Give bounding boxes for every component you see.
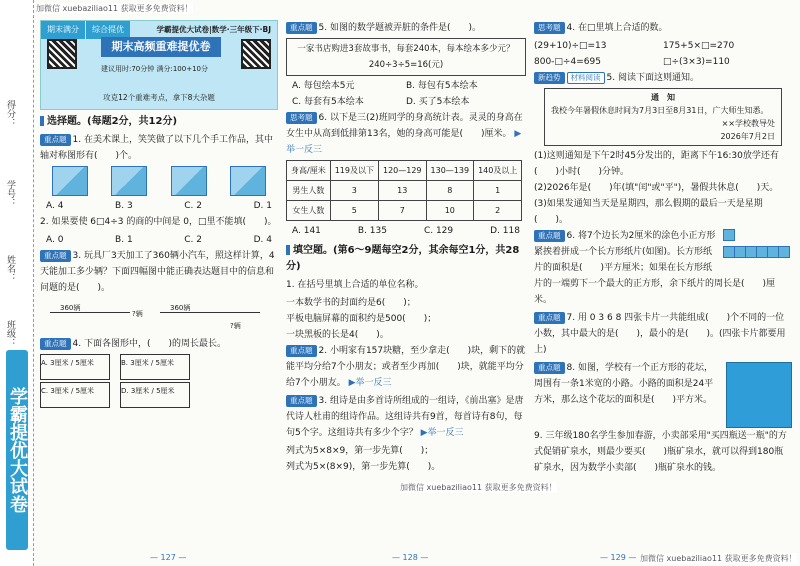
question-text: 5. 如图的数学题被弄脏的条件是( )。: [318, 23, 481, 33]
fill-1-line: 平板电脑屏幕的面积约是500( )；: [286, 314, 437, 324]
exam-tagline: 攻克12个重难考点，拿下8大杂题: [103, 93, 215, 102]
options: [286, 223, 526, 239]
problem-calc: 240÷3÷5=16(元): [368, 60, 444, 70]
column-middle: [286, 20, 526, 475]
qr-code-icon: [47, 39, 77, 69]
figure: D. 3厘米 / 5厘米: [120, 382, 190, 408]
notice-title: 通 知: [651, 93, 675, 102]
diagram-label: ?辆: [230, 322, 241, 330]
key-tag: 思考题: [534, 22, 565, 34]
options: [286, 78, 526, 110]
notice-date: 2026年7月2日: [720, 132, 775, 141]
equations: [534, 38, 792, 70]
key-tag: 重点题: [534, 312, 565, 324]
page-number: — 129 —: [600, 553, 637, 562]
watermark-top: 加微信 xuebaziliao11 获取更多免费资料！: [36, 4, 193, 13]
material-tag: 材料阅读: [567, 72, 605, 84]
fill-5: [534, 70, 792, 86]
page-number: — 127 —: [150, 553, 187, 562]
fill-6: [534, 228, 792, 308]
question-text: 6. 将7个边长为2厘米的涂色小正方形紧挨着拼成一个长方形纸片(如图)。长方形纸片的面积是( )平方厘米；如果在长方形纸片的一端剪下一个最大的正方形，余下纸片的周长是( )厘米。: [534, 231, 776, 305]
key-tag: 重点题: [40, 338, 71, 350]
option: C. 2: [184, 201, 202, 211]
fill-4: [534, 20, 792, 36]
figure: A. 3厘米 / 5厘米: [40, 354, 110, 380]
question-2: 2. 如果要使 6□4÷3 的商的中间是 0，□里不能填( )。: [40, 217, 277, 227]
fill-3: [286, 393, 526, 441]
equation: 175+5×□=270: [663, 41, 735, 51]
option: B. 135: [357, 226, 387, 236]
fill-8: [534, 360, 792, 408]
trend-tag: 新趋势: [534, 72, 565, 84]
score-label: 得分：: [5, 100, 15, 127]
problem-statement: 一家书店购进3套故事书，每套240本，每本绘本多少元？: [297, 44, 515, 54]
pinwheel-shape-icon: [171, 166, 207, 196]
notice-body: 我校今年暑假休息时间为7月3日至8月31日，广大师生知悉。: [551, 106, 769, 115]
key-tag: 重点题: [286, 395, 317, 407]
question-text: 7. 用 0 3 6 8 四张卡片一共能组成( )个不同的一位小数，其中最大的是( )，最小的是( )。(四张卡片都要用上): [534, 313, 786, 355]
section-title: 选择题。(每题2分，共12分): [40, 114, 278, 130]
key-tag: 重点题: [40, 134, 71, 146]
fill-1: 1. 在括号里填上合适的单位名称。: [286, 280, 424, 290]
header-tab: 综合提优: [86, 21, 130, 39]
question-6: [286, 110, 526, 158]
option: A. 0: [46, 235, 64, 245]
options: [40, 232, 278, 248]
link[interactable]: ▶举一反三: [420, 428, 464, 438]
question-1: [40, 132, 278, 164]
exam-meta: 建议用时:70分钟 满分:100+10分: [101, 65, 208, 73]
student-id-label: 学号：: [5, 180, 15, 207]
key-tag: 重点题: [286, 345, 317, 357]
series-banner: 学霸提优大试卷: [6, 350, 28, 550]
option: B. 3: [115, 201, 133, 211]
diagram-label: 360辆: [60, 304, 81, 312]
question-5: [286, 20, 526, 36]
option: D. 118: [490, 226, 520, 236]
cross-shape-icon: [230, 166, 266, 196]
question-4: [40, 336, 278, 352]
watermark-bottom: 加微信 xuebaziliao11 获取更多免费资料！: [640, 554, 797, 563]
option: C. 129: [423, 226, 454, 236]
fill-5-line: (1)这则通知是下午2时45分发出的，距离下午16:30放学还有( )小时( )分钟。: [534, 151, 779, 177]
section-title: 填空题。(第6～9题每空2分，其余每空1分，共28分): [286, 245, 520, 272]
option: A. 每包绘本5元: [292, 81, 355, 91]
height-table: 身高/厘米 119及以下 120—129 130—139 140及以上 男生人数 3 13 8 1 女生人数 5 7 10 2: [286, 160, 522, 221]
equation: 800-□÷4=695: [534, 57, 601, 67]
figure: B. 3厘米 / 5厘米: [120, 354, 190, 380]
perimeter-figures: [40, 354, 278, 408]
exam-header: [40, 20, 278, 110]
fill-1-line: 一块黑板的长是4( )。: [286, 330, 389, 340]
key-tag: 重点题: [40, 250, 71, 262]
notice-box: [544, 88, 782, 146]
fill-3-line: 列式为5×8×9，第一步先算( )；: [286, 446, 434, 456]
mountain-shape-icon: [111, 166, 147, 196]
question-text: 1. 在美术课上，笑笑做了以下几个手工作品，其中轴对称图形有( )个。: [40, 135, 273, 161]
fill-9: 9. 三年级180名学生参加春游，小卖部采用"买四瓶送一瓶"的方式促销矿泉水，则最少要买( )瓶矿泉水，就可以得到180瓶矿泉水，因为数学小卖部( )瓶矿泉水的钱。: [534, 431, 787, 473]
header-subtitle: 学霸提优大试卷|数学·三年级下·BJ: [156, 25, 271, 34]
option: D. 买了5本绘本: [406, 97, 470, 107]
diagram-label: 360辆: [170, 304, 191, 312]
question-text: 3. 组诗是由多首诗所组成的一组诗，《前出塞》是唐代诗人杜甫的组诗作品。这组诗共有9首，每首诗有8句，每句5个字。这组诗共有多少个字？: [286, 396, 524, 438]
square-grid-figure: [724, 230, 790, 264]
craft-shapes: [40, 166, 278, 196]
question-3: [40, 248, 278, 296]
question-text: 3. 玩具厂3天加工了360辆小汽车，照这样计算，4天能加工多少辆？下面四幅图中能正确表达题目中的信息和问题的是( )。: [40, 251, 275, 293]
equation: (29+10)÷□=13: [534, 41, 607, 51]
segment-diagram: [40, 298, 278, 334]
option: A. 141: [292, 226, 321, 236]
header-tab: 期末满分: [41, 21, 85, 39]
option: D. 4: [253, 235, 272, 245]
link[interactable]: ▶举一反三: [286, 129, 522, 155]
question-text: 5. 阅读下面这则通知。: [606, 73, 699, 83]
class-label: 班级：: [5, 320, 15, 347]
option: C. 2: [184, 235, 202, 245]
notice-sign: ××学校教导处: [721, 119, 775, 128]
equation: □÷(3×3)=110: [663, 57, 730, 67]
question-text: 4. 下面各图形中，( )的周长最长。: [72, 339, 226, 349]
fill-7: [534, 310, 792, 358]
page-number: — 128 —: [392, 553, 429, 562]
question-text: 6. 以下是三(2)班同学的身高统计表。灵灵的身高在女生中从高到低排第13名，她的身高可能是( )厘米。: [286, 113, 523, 139]
fill-1-line: 一本数学书的封面约是6( )；: [286, 298, 416, 308]
fill-5-line: (2)2026年是( )年(填"闰"或"平")，暑假共休息( )天。: [534, 183, 779, 193]
option: D. 1: [253, 201, 272, 211]
name-label: 姓名：: [5, 255, 15, 282]
qr-code-icon: [241, 39, 271, 69]
exam-title: 期末高频重难提优卷: [101, 37, 221, 57]
key-tag: 重点题: [534, 230, 565, 242]
fill-3-line: 列式为5×(8×9)，第一步先算( )。: [286, 462, 441, 472]
figure: C. 3厘米 / 5厘米: [40, 382, 110, 408]
column-right: [534, 20, 792, 478]
flowerbed-square-figure: [726, 362, 792, 428]
fill-2: [286, 343, 526, 391]
question-text: 8. 如图，学校有一个正方形的花坛，周围有一条1米宽的小路。小路的面积是24平方米，那么这个花坛的面积是( )平方米。: [534, 363, 714, 405]
column-left: [40, 20, 278, 408]
key-tag: 思考题: [286, 112, 317, 124]
diagram-label: ?辆: [132, 310, 143, 318]
option: A. 4: [46, 201, 64, 211]
option: B. 1: [115, 235, 133, 245]
fill-5-line: (3)如果发通知当天是星期四，那么假期的最后一天是星期( )。: [534, 199, 763, 225]
options: [40, 198, 278, 214]
key-tag: 重点题: [534, 362, 565, 374]
envelope-shape-icon: [52, 166, 88, 196]
problem-box: [286, 38, 526, 76]
option: B. 每包有5本绘本: [406, 81, 478, 91]
watermark-mid: 加微信 xuebaziliao11 获取更多免费资料！: [400, 483, 557, 492]
question-text: 2. 小明家有157块糖，至少拿走( )块，剩下的就能平均分给7个小朋友；或者至少再加( )块，就能平均分给7个小朋友。: [286, 346, 526, 388]
option: C. 每套有5本绘本: [292, 97, 364, 107]
link[interactable]: ▶举一反三: [348, 378, 392, 388]
question-text: 4. 在□里填上合适的数。: [566, 23, 668, 33]
key-tag: 重点题: [286, 22, 317, 34]
binding-margin: [0, 0, 34, 566]
